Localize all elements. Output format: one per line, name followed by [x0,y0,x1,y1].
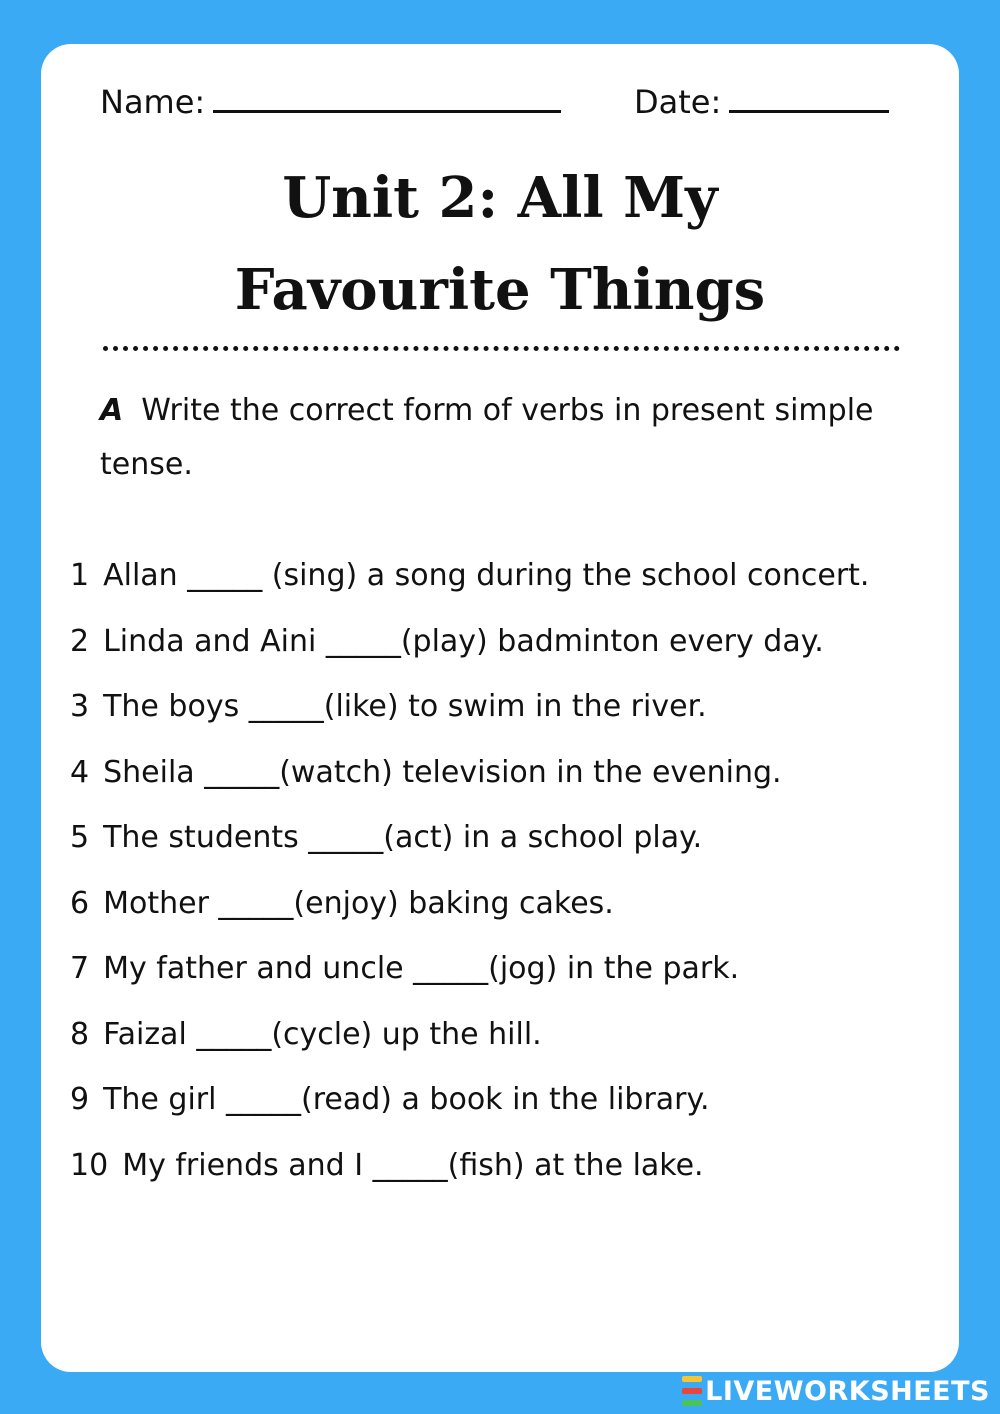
worksheet-title [0,152,1000,336]
question-number: 10 [70,1147,109,1183]
question-text: My father and uncle _____(jog) in the park. [103,951,740,986]
section-letter: A [100,393,124,428]
question-item [70,1067,960,1133]
title-line-2: Favourite Things [234,257,766,323]
question-number: 5 [70,820,90,855]
question-number: 3 [70,689,90,724]
dotted-divider [103,346,900,351]
question-item [70,1002,960,1068]
question-item [70,543,960,609]
question-item [70,674,960,740]
question-item [70,805,960,871]
brand-text: LIVEWORKSHEETS [705,1375,990,1407]
question-number: 7 [70,951,90,986]
question-number: 8 [70,1016,90,1052]
question-item [70,609,960,675]
question-text: The students _____(act) in a school play. [103,820,703,855]
question-list [70,543,960,1198]
question-text: Mother _____(enjoy) baking cakes. [103,885,614,921]
question-item [70,1133,960,1199]
section-instruction [100,384,880,492]
question-number: 2 [70,623,90,659]
question-text: My friends and I _____(fish) at the lake. [122,1147,704,1183]
date-blank-line [729,78,889,113]
name-blank-line [213,78,561,113]
date-label: Date: [634,83,722,121]
liveworksheets-logo-icon [682,1376,702,1406]
name-label: Name: [100,83,206,121]
date-field [634,78,889,121]
question-number: 6 [70,885,90,921]
question-text: Sheila _____(watch) television in the evening. [103,754,782,790]
question-number: 1 [70,558,90,593]
question-text: Faizal _____(cycle) up the hill. [103,1016,542,1052]
name-field [100,78,561,121]
liveworksheets-watermark[interactable] [682,1374,990,1408]
instruction-text: Write the correct form of verbs in present simple tense. [100,393,874,482]
question-text: The girl _____(read) a book in the library. [103,1082,710,1117]
question-number: 4 [70,754,90,790]
question-number: 9 [70,1082,90,1117]
question-item [70,740,960,806]
title-line-1: Unit 2: All My [282,165,718,231]
question-text: Linda and Aini _____(play) badminton every day. [103,623,824,659]
question-item [70,871,960,937]
student-info-row [100,78,900,128]
question-text: Allan _____ (sing) a song during the school concert. [103,558,870,593]
question-item [70,936,960,1002]
question-text: The boys _____(like) to swim in the river. [103,689,707,724]
